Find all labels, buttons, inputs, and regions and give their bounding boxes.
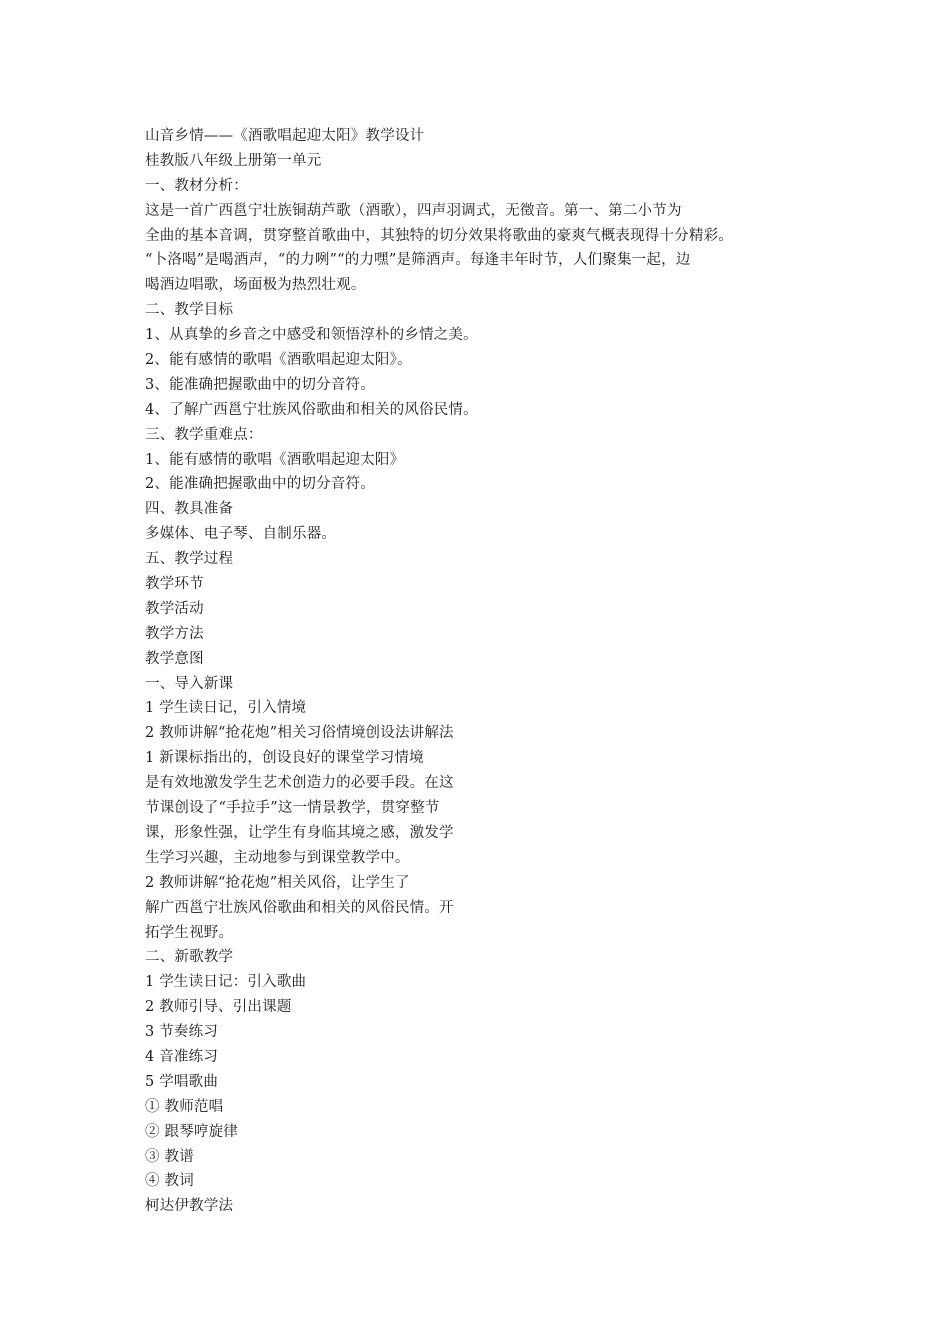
list-item: 1、能有感情的歌唱《酒歌唱起迎太阳》 (145, 451, 405, 468)
section-heading: 二、教学目标 (145, 302, 234, 319)
list-item: ③ 教谱 (145, 1148, 194, 1165)
list-item: 3 节奏练习 (145, 1024, 219, 1041)
list-item: 2、能准确把握歌曲中的切分音符。 (145, 476, 375, 493)
paragraph-line: 生学习兴趣，主动地参与到课堂教学中。 (145, 849, 410, 866)
list-item: 4、了解广西邕宁壮族风俗歌曲和相关的风俗民情。 (145, 401, 478, 418)
table-header-cell: 教学方法 (145, 625, 204, 642)
paragraph-line: 喝酒边唱歌，场面极为热烈壮观。 (145, 277, 366, 294)
list-item: 1、从真挚的乡音之中感受和领悟淳朴的乡情之美。 (145, 327, 478, 344)
sub-heading: 二、新歌教学 (145, 949, 234, 966)
list-item: 5 学唱歌曲 (145, 1073, 219, 1090)
document-subtitle: 桂教版八年级上册第一单元 (145, 152, 322, 169)
list-item: 2 教师讲解“抢花炮”相关习俗情境创设法讲解法 (145, 725, 454, 742)
list-item: 2、能有感情的歌唱《酒歌唱起迎太阳》。 (145, 352, 412, 369)
section-heading: 四、教具准备 (145, 501, 234, 518)
paragraph-line: 拓学生视野。 (145, 924, 234, 941)
table-header-cell: 教学活动 (145, 600, 204, 617)
paragraph-line: 解广西邕宁壮族风俗歌曲和相关的风俗民情。开 (145, 899, 454, 916)
section-heading: 五、教学过程 (145, 551, 234, 568)
sub-heading: 一、导入新课 (145, 675, 234, 692)
paragraph-line: 是有效地激发学生艺术创造力的必要手段。在这 (145, 775, 454, 792)
paragraph-line: 课，形象性强，让学生有身临其境之感，激发学 (145, 824, 454, 841)
document-body (145, 124, 825, 1219)
paragraph-line: 这是一首广西邕宁壮族铜葫芦歌（酒歌），四声羽调式，无徵音。第一、第二小节为 (145, 202, 682, 219)
table-header-cell: 教学环节 (145, 576, 204, 593)
paragraph-line: 多媒体、电子琴、自制乐器。 (145, 526, 337, 543)
list-item: ④ 教词 (145, 1173, 194, 1190)
section-heading: 三、教学重难点： (145, 426, 263, 443)
paragraph-line: 节课创设了“手拉手”这一情景教学，贯穿整节 (145, 800, 440, 817)
paragraph-line: 柯达伊教学法 (145, 1198, 234, 1215)
paragraph-line: 1 新课标指出的，创设良好的课堂学习情境 (145, 750, 424, 767)
paragraph-line: 2 教师讲解“抢花炮”相关风俗，让学生了 (145, 874, 410, 891)
section-heading: 一、教材分析： (145, 177, 248, 194)
list-item: ① 教师范唱 (145, 1098, 224, 1115)
list-item: 2 教师引导、引出课题 (145, 999, 292, 1016)
list-item: 1 学生读日记，引入情境 (145, 700, 307, 717)
paragraph-line: 全曲的基本音调，贯穿整首歌曲中，其独特的切分效果将歌曲的豪爽气概表现得十分精彩。 (145, 227, 733, 244)
list-item: 4 音准练习 (145, 1048, 219, 1065)
list-item: 3、能准确把握歌曲中的切分音符。 (145, 376, 375, 393)
table-header-cell: 教学意图 (145, 650, 204, 667)
list-item: ② 跟琴哼旋律 (145, 1123, 239, 1140)
paragraph-line: “卜洛喝”是喝酒声，“的力咧”“的力嘿”是筛酒声。每逢丰年时节，人们聚集一起，边 (145, 252, 691, 269)
document-title: 山音乡情——《酒歌唱起迎太阳》教学设计 (145, 128, 425, 144)
list-item: 1 学生读日记：引入歌曲 (145, 974, 307, 991)
